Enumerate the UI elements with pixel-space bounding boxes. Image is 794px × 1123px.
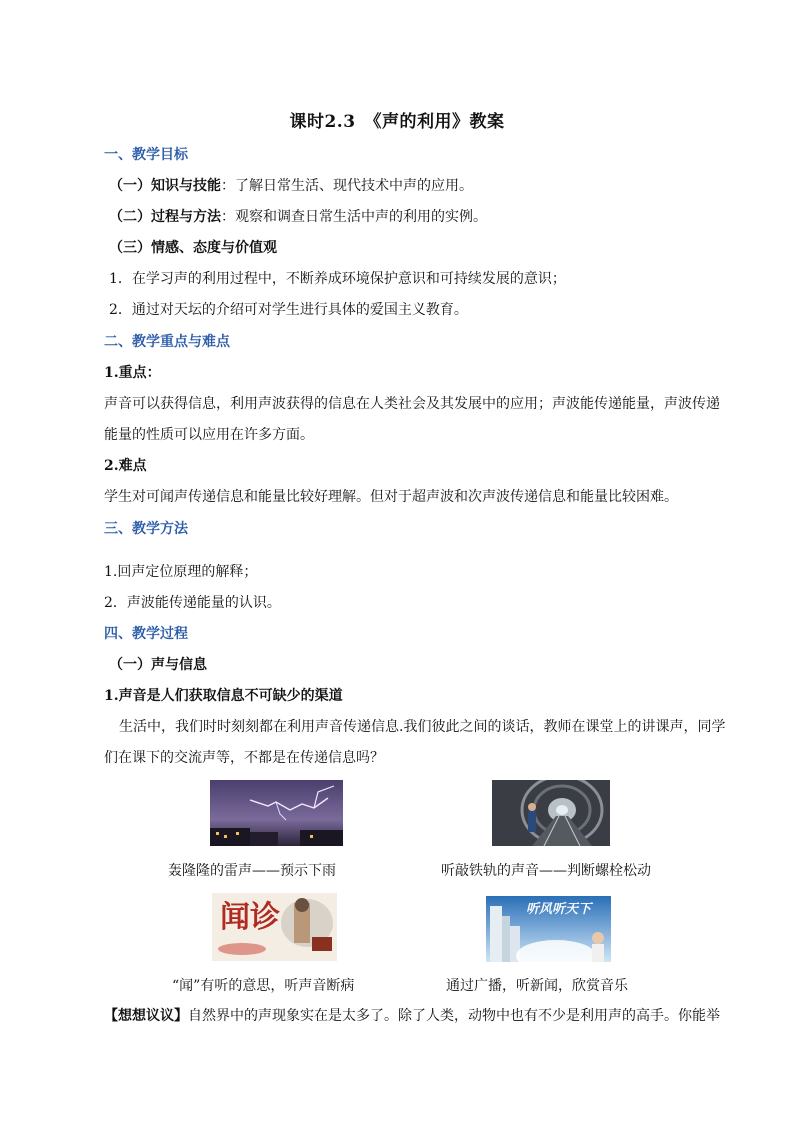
section-heading-key-points: 二、教学重点与难点 xyxy=(104,334,230,350)
objective-attitude-p1: 1．在学习声的利用过程中，不断养成环境保护意识和可持续发展的意识； xyxy=(109,271,566,287)
objective-process xyxy=(109,208,487,226)
key-point-label: 1.重点： xyxy=(104,365,161,381)
caption-wenzhen: “闻”有听的意思，听声音断病 xyxy=(172,978,355,994)
wenzhen-image-text: 闻诊 xyxy=(220,900,280,935)
caption-broadcast: 通过广播，听新闻，欣赏音乐 xyxy=(446,978,628,994)
method-p2: 2．声波能传递能量的认识。 xyxy=(104,595,281,611)
objective-process-text: ：观察和调查日常生活中声的利用的实例。 xyxy=(221,209,487,225)
objective-attitude-label: （三）情感、态度与价值观 xyxy=(109,240,277,256)
objective-knowledge xyxy=(109,177,473,195)
key-point-line-2: 能量的性质可以应用在许多方面。 xyxy=(104,427,314,443)
subsection-sound-info: （一）声与信息 xyxy=(109,657,207,673)
process-para-line-1: 生活中，我们时时刻刻都在利用声音传递信息.我们彼此之间的谈话，教师在课堂上的讲课声，同学 xyxy=(119,719,726,735)
lightning-image xyxy=(210,780,343,846)
broadcast-image xyxy=(486,896,611,962)
difficulty-line: 学生对可闻声传递信息和能量比较好理解。但对于超声波和次声波传递信息和能量比较困难。 xyxy=(104,489,678,505)
section-heading-objectives: 一、教学目标 xyxy=(104,147,188,163)
difficulty-label: 2.难点 xyxy=(104,458,147,474)
think-discuss-text: 自然界中的声现象实在是太多了。除了人类，动物中也有不少是利用声的高手。你能举 xyxy=(188,1008,720,1024)
objective-knowledge-text: ：了解日常生活、现代技术中声的应用。 xyxy=(221,178,473,194)
broadcast-image-text: 听风听天下 xyxy=(526,902,592,917)
caption-lightning: 轰隆隆的雷声——预示下雨 xyxy=(168,863,336,879)
objective-knowledge-label: （一）知识与技能 xyxy=(109,178,221,194)
page-title: 课时2.3 《声的利用》教案 xyxy=(289,112,505,132)
section-heading-methods: 三、教学方法 xyxy=(104,521,188,537)
wenzhen-image xyxy=(212,893,337,961)
think-discuss-line xyxy=(104,1007,720,1025)
think-discuss-label: 【想想议议】 xyxy=(104,1008,188,1024)
objective-attitude-p2: 2．通过对天坛的介绍可对学生进行具体的爱国主义教育。 xyxy=(109,302,468,318)
caption-rail: 听敲铁轨的声音——判断螺栓松动 xyxy=(441,863,651,879)
subsection-sound-channel: 1.声音是人们获取信息不可缺少的渠道 xyxy=(104,688,343,704)
key-point-line-1: 声音可以获得信息，利用声波获得的信息在人类社会及其发展中的应用；声波能传递能量，声波传递 xyxy=(104,396,720,412)
section-heading-process: 四、教学过程 xyxy=(104,626,188,642)
objective-process-label: （二）过程与方法 xyxy=(109,209,221,225)
method-p1: 1.回声定位原理的解释； xyxy=(104,564,258,580)
process-para-line-2: 们在课下的交流声等，不都是在传递信息吗？ xyxy=(104,750,384,766)
rail-tunnel-image xyxy=(492,780,610,846)
